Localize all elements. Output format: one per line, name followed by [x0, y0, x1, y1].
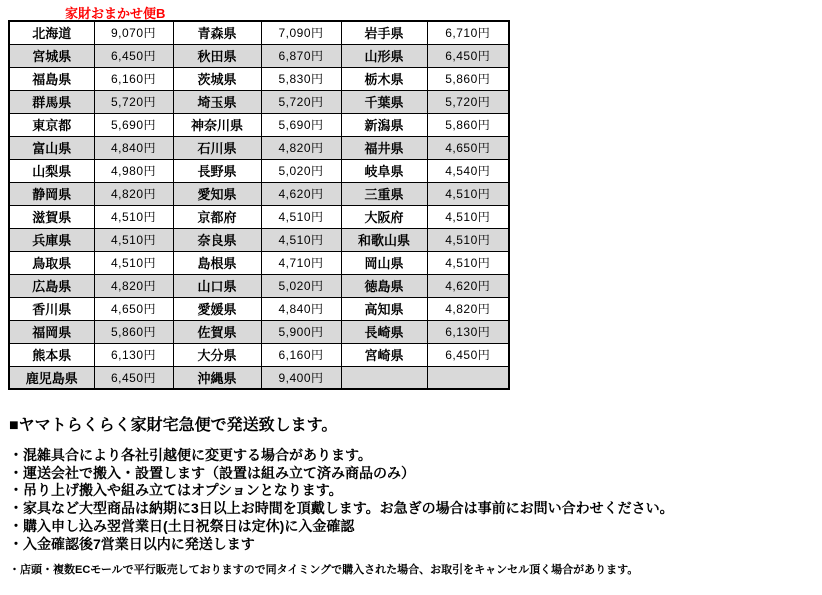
prefecture-cell: 島根県	[173, 251, 261, 274]
price-cell: 6,160円	[94, 67, 173, 90]
table-row	[9, 228, 509, 251]
price-cell: 4,510円	[427, 182, 509, 205]
price-cell: 5,690円	[261, 113, 341, 136]
price-cell: 5,900円	[261, 320, 341, 343]
prefecture-cell: 宮城県	[9, 44, 94, 67]
prefecture-cell: 鹿児島県	[9, 366, 94, 389]
table-row	[9, 90, 509, 113]
shipping-fee-table	[8, 20, 510, 390]
prefecture-cell: 埼玉県	[173, 90, 261, 113]
prefecture-cell: 兵庫県	[9, 228, 94, 251]
prefecture-cell: 新潟県	[341, 113, 427, 136]
prefecture-cell: 徳島県	[341, 274, 427, 297]
table-row	[9, 44, 509, 67]
prefecture-cell: 山形県	[341, 44, 427, 67]
note-item: ・購入申し込み翌営業日(土日祝祭日は定休)に入金確認	[9, 517, 355, 534]
prefecture-cell: 三重県	[341, 182, 427, 205]
prefecture-cell: 滋賀県	[9, 205, 94, 228]
table-row	[9, 205, 509, 228]
price-cell: 5,020円	[261, 159, 341, 182]
price-cell: 4,510円	[427, 251, 509, 274]
price-cell: 4,510円	[94, 251, 173, 274]
price-cell: 9,070円	[94, 21, 173, 44]
prefecture-cell: 静岡県	[9, 182, 94, 205]
prefecture-cell: 和歌山県	[341, 228, 427, 251]
price-cell: 4,510円	[94, 228, 173, 251]
price-cell: 5,720円	[427, 90, 509, 113]
table-row	[9, 343, 509, 366]
prefecture-cell: 福岡県	[9, 320, 94, 343]
price-cell: 6,870円	[261, 44, 341, 67]
price-cell: 4,820円	[261, 136, 341, 159]
price-cell: 5,860円	[94, 320, 173, 343]
price-cell: 4,820円	[427, 297, 509, 320]
table-row	[9, 320, 509, 343]
prefecture-cell: 奈良県	[173, 228, 261, 251]
table-row	[9, 251, 509, 274]
price-cell: 4,650円	[94, 297, 173, 320]
price-cell: 5,020円	[261, 274, 341, 297]
prefecture-cell: 広島県	[9, 274, 94, 297]
price-cell: 6,450円	[94, 366, 173, 389]
prefecture-cell: 長崎県	[341, 320, 427, 343]
prefecture-cell: 鳥取県	[9, 251, 94, 274]
prefecture-cell: 岡山県	[341, 251, 427, 274]
note-item: ・運送会社で搬入・設置します（設置は組み立て済み商品のみ）	[9, 464, 415, 481]
prefecture-cell: 京都府	[173, 205, 261, 228]
price-cell: 5,720円	[261, 90, 341, 113]
prefecture-cell: 石川県	[173, 136, 261, 159]
notes-list	[9, 447, 815, 553]
prefecture-cell: 青森県	[173, 21, 261, 44]
notes-heading: ■ヤマトらくらく家財宅急便で発送致します。	[9, 417, 338, 434]
prefecture-cell: 岩手県	[341, 21, 427, 44]
price-cell: 4,620円	[427, 274, 509, 297]
prefecture-cell: 千葉県	[341, 90, 427, 113]
note-item: ・家具など大型商品は納期に3日以上お時間を頂戴します。お急ぎの場合は事前にお問い合わせください。	[9, 500, 674, 517]
price-cell: 9,400円	[261, 366, 341, 389]
prefecture-cell: 愛媛県	[173, 297, 261, 320]
prefecture-cell: 宮崎県	[341, 343, 427, 366]
prefecture-cell	[341, 366, 427, 389]
prefecture-cell: 富山県	[9, 136, 94, 159]
price-cell	[427, 366, 509, 389]
price-cell: 6,450円	[427, 343, 509, 366]
price-cell: 4,840円	[94, 136, 173, 159]
price-cell: 5,830円	[261, 67, 341, 90]
prefecture-cell: 佐賀県	[173, 320, 261, 343]
price-cell: 4,710円	[261, 251, 341, 274]
table-row	[9, 21, 509, 44]
price-cell: 5,720円	[94, 90, 173, 113]
price-cell: 6,130円	[427, 320, 509, 343]
page-title: 家財おまかせ便B	[65, 6, 166, 21]
prefecture-cell: 東京都	[9, 113, 94, 136]
prefecture-cell: 栃木県	[341, 67, 427, 90]
price-cell: 6,710円	[427, 21, 509, 44]
price-cell: 4,510円	[261, 228, 341, 251]
prefecture-cell: 長野県	[173, 159, 261, 182]
price-cell: 4,540円	[427, 159, 509, 182]
price-cell: 4,650円	[427, 136, 509, 159]
price-cell: 5,690円	[94, 113, 173, 136]
notes-section	[9, 412, 815, 577]
note-item: ・吊り上げ搬入や組み立てはオプションとなります。	[9, 482, 343, 499]
price-cell: 4,820円	[94, 182, 173, 205]
table-row	[9, 182, 509, 205]
price-cell: 4,820円	[94, 274, 173, 297]
prefecture-cell: 大阪府	[341, 205, 427, 228]
price-cell: 6,130円	[94, 343, 173, 366]
prefecture-cell: 群馬県	[9, 90, 94, 113]
prefecture-cell: 山口県	[173, 274, 261, 297]
table-row	[9, 159, 509, 182]
shipping-table-body	[9, 21, 509, 389]
prefecture-cell: 茨城県	[173, 67, 261, 90]
prefecture-cell: 香川県	[9, 297, 94, 320]
price-cell: 4,840円	[261, 297, 341, 320]
table-row	[9, 113, 509, 136]
prefecture-cell: 神奈川県	[173, 113, 261, 136]
note-item: ・混雑具合により各社引越便に変更する場合があります。	[9, 447, 372, 463]
prefecture-cell: 大分県	[173, 343, 261, 366]
prefecture-cell: 福島県	[9, 67, 94, 90]
prefecture-cell: 沖縄県	[173, 366, 261, 389]
price-cell: 4,510円	[427, 228, 509, 251]
price-cell: 4,510円	[94, 205, 173, 228]
note-item: ・入金確認後7営業日以内に発送します	[9, 535, 255, 552]
prefecture-cell: 愛知県	[173, 182, 261, 205]
price-cell: 7,090円	[261, 21, 341, 44]
table-row	[9, 366, 509, 389]
price-cell: 6,450円	[427, 44, 509, 67]
price-cell: 4,510円	[261, 205, 341, 228]
prefecture-cell: 秋田県	[173, 44, 261, 67]
price-cell: 5,860円	[427, 113, 509, 136]
price-cell: 4,980円	[94, 159, 173, 182]
table-row	[9, 297, 509, 320]
prefecture-cell: 熊本県	[9, 343, 94, 366]
prefecture-cell: 岐阜県	[341, 159, 427, 182]
price-cell: 4,620円	[261, 182, 341, 205]
price-cell: 6,160円	[261, 343, 341, 366]
table-row	[9, 136, 509, 159]
price-cell: 5,860円	[427, 67, 509, 90]
price-cell: 4,510円	[427, 205, 509, 228]
prefecture-cell: 高知県	[341, 297, 427, 320]
price-cell: 6,450円	[94, 44, 173, 67]
small-note: ・店頭・複数ECモールで平行販売しておりますので同タイミングで購入された場合、お取引をキャンセル頂く場合があります。	[9, 564, 639, 577]
table-row	[9, 67, 509, 90]
prefecture-cell: 山梨県	[9, 159, 94, 182]
prefecture-cell: 北海道	[9, 21, 94, 44]
prefecture-cell: 福井県	[341, 136, 427, 159]
table-row	[9, 274, 509, 297]
